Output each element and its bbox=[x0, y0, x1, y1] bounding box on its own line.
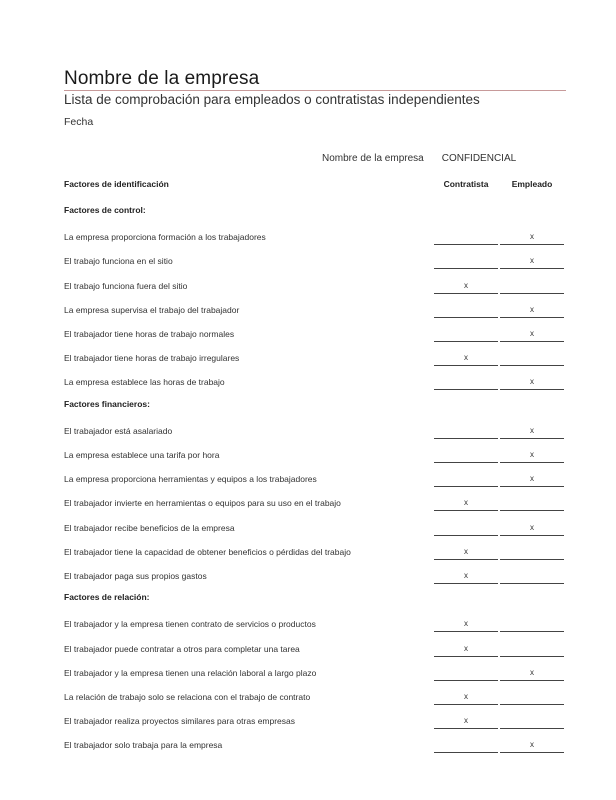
contractor-column-header: Contratista bbox=[443, 179, 489, 189]
employee-check-field[interactable]: x bbox=[500, 450, 564, 463]
row-label: La relación de trabajo solo se relaciona con el trabajo de contrato bbox=[64, 692, 311, 702]
row-label: El trabajador tiene horas de trabajo normales bbox=[64, 329, 235, 339]
employee-check-field[interactable] bbox=[500, 692, 564, 705]
row-label: El trabajador solo trabaja para la empresa bbox=[64, 740, 223, 751]
contractor-check-field[interactable] bbox=[434, 329, 498, 342]
employee-check-field[interactable] bbox=[500, 547, 564, 560]
row-label: El trabajador tiene horas de trabajo irregulares bbox=[64, 353, 240, 364]
row-label: La empresa establece las horas de trabajo bbox=[64, 377, 225, 388]
employee-check-field[interactable]: x bbox=[500, 474, 564, 487]
employee-check-field[interactable]: x bbox=[500, 329, 564, 342]
employee-check-field[interactable] bbox=[500, 619, 564, 632]
employee-check-field[interactable] bbox=[500, 644, 564, 657]
company-meta-line bbox=[322, 153, 516, 164]
row-label: El trabajo funciona en el sitio bbox=[64, 256, 173, 267]
contractor-check-field[interactable] bbox=[434, 523, 498, 536]
employee-check-field[interactable] bbox=[500, 281, 564, 294]
employee-check-field[interactable] bbox=[500, 353, 564, 366]
row-label: El trabajador realiza proyectos similares para otras empresas bbox=[64, 716, 296, 727]
row-label: La empresa supervisa el trabajo del trabajador bbox=[64, 304, 240, 315]
employee-check-field[interactable]: x bbox=[500, 256, 564, 269]
contractor-check-field[interactable] bbox=[434, 232, 498, 245]
contractor-check-field[interactable] bbox=[434, 256, 498, 269]
checklist-row bbox=[64, 281, 566, 295]
row-label: La empresa establece una tarifa por hora bbox=[64, 450, 220, 460]
row-label: El trabajador y la empresa tienen contrato de servicios o productos bbox=[64, 619, 316, 630]
checklist-row bbox=[64, 740, 566, 754]
contractor-check-field[interactable]: x bbox=[434, 498, 498, 511]
row-label: El trabajo funciona fuera del sitio bbox=[64, 280, 188, 291]
contractor-check-field[interactable]: x bbox=[434, 644, 498, 657]
checklist-row bbox=[64, 256, 566, 270]
row-label: La empresa proporciona formación a los trabajadores bbox=[64, 232, 266, 243]
section-heading: Factores de relación: bbox=[64, 592, 150, 603]
employee-check-field[interactable]: x bbox=[500, 232, 564, 245]
row-label: El trabajador invierte en herramientas o equipos para su uso en el trabajo bbox=[64, 498, 341, 509]
confidential-label: CONFIDENCIAL bbox=[441, 153, 517, 164]
checklist-row bbox=[64, 426, 566, 440]
contractor-check-field[interactable]: x bbox=[434, 619, 498, 632]
checklist-row bbox=[64, 547, 566, 561]
employee-check-field[interactable]: x bbox=[500, 426, 564, 439]
contractor-check-field[interactable] bbox=[434, 450, 498, 463]
contractor-check-field[interactable]: x bbox=[434, 692, 498, 705]
employee-check-field[interactable]: x bbox=[500, 523, 564, 536]
row-label: El trabajador está asalariado bbox=[64, 425, 173, 436]
checklist-row bbox=[64, 329, 566, 343]
column-header-row bbox=[64, 179, 566, 193]
employee-check-field[interactable] bbox=[500, 498, 564, 511]
checklist-row bbox=[64, 353, 566, 367]
contractor-check-field[interactable] bbox=[434, 740, 498, 753]
section-heading: Factores de control: bbox=[64, 205, 146, 215]
contractor-check-field[interactable]: x bbox=[434, 281, 498, 294]
contractor-check-field[interactable]: x bbox=[434, 571, 498, 584]
employee-check-field[interactable]: x bbox=[500, 668, 564, 681]
employee-column-header: Empleado bbox=[511, 179, 553, 189]
factors-header: Factores de identificación bbox=[64, 179, 169, 189]
contractor-check-field[interactable] bbox=[434, 474, 498, 487]
contractor-check-field[interactable] bbox=[434, 426, 498, 439]
row-label: El trabajador tiene la capacidad de obtener beneficios o pérdidas del trabajo bbox=[64, 546, 351, 557]
document-subtitle[interactable]: Lista de comprobación para empleados o contratistas independientes bbox=[64, 92, 480, 107]
checklist-row bbox=[64, 668, 566, 682]
company-name-field[interactable]: Nombre de la empresa bbox=[322, 153, 424, 164]
checklist-row bbox=[64, 305, 566, 319]
contractor-check-field[interactable] bbox=[434, 305, 498, 318]
row-label: La empresa proporciona herramientas y equipos a los trabajadores bbox=[64, 474, 317, 485]
checklist-row bbox=[64, 571, 566, 585]
employee-check-field[interactable] bbox=[500, 716, 564, 729]
checklist-row bbox=[64, 619, 566, 633]
employee-check-field[interactable]: x bbox=[500, 305, 564, 318]
checklist-row bbox=[64, 450, 566, 464]
row-label: El trabajador puede contratar a otros para completar una tarea bbox=[64, 643, 300, 654]
checklist-row bbox=[64, 474, 566, 488]
contractor-check-field[interactable]: x bbox=[434, 547, 498, 560]
contractor-check-field[interactable]: x bbox=[434, 353, 498, 366]
company-name-title[interactable]: Nombre de la empresa bbox=[64, 68, 260, 89]
checklist-row bbox=[64, 644, 566, 658]
contractor-check-field[interactable] bbox=[434, 377, 498, 390]
title-divider bbox=[64, 90, 566, 91]
section-heading: Factores financieros: bbox=[64, 398, 150, 409]
employee-check-field[interactable]: x bbox=[500, 740, 564, 753]
checklist-row bbox=[64, 716, 566, 730]
employee-check-field[interactable]: x bbox=[500, 377, 564, 390]
row-label: El trabajador y la empresa tienen una relación laboral a largo plazo bbox=[64, 667, 317, 678]
checklist-row bbox=[64, 692, 566, 706]
contractor-check-field[interactable] bbox=[434, 668, 498, 681]
row-label: El trabajador paga sus propios gastos bbox=[64, 571, 207, 581]
contractor-check-field[interactable]: x bbox=[434, 716, 498, 729]
checklist-row bbox=[64, 498, 566, 512]
row-label: El trabajador recibe beneficios de la empresa bbox=[64, 522, 235, 533]
checklist-row bbox=[64, 377, 566, 391]
checklist-row bbox=[64, 523, 566, 537]
date-field[interactable]: Fecha bbox=[64, 116, 94, 128]
employee-check-field[interactable] bbox=[500, 571, 564, 584]
checklist-row bbox=[64, 232, 566, 246]
